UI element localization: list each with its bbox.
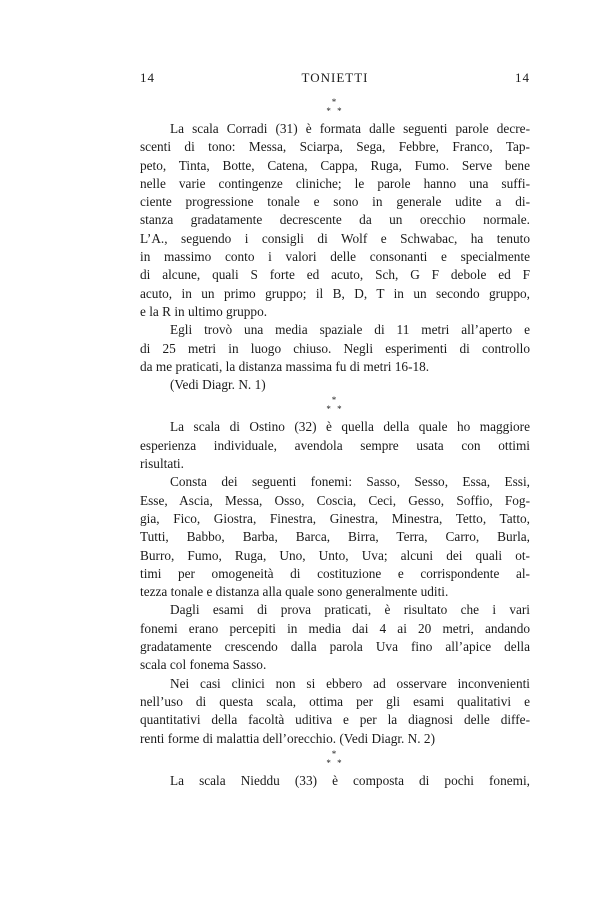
page-number-right: 14 [515,70,530,85]
page-number-left: 14 [140,70,155,85]
running-head [140,70,530,90]
running-title: TONIETTI [301,70,369,85]
diagram-reference-1: (Vedi Diagr. N. 1) [170,377,266,393]
paragraph-ostino-clinical: Nei casi clinici non si ebbero ad osservare inconvenienti nell’uso di questa scala, ottima per gli esami qualitativi e quantitativi della facoltà uditiva e per la diagnosi delle diffe- renti forme di malattia dell’orecchio. (Vedi Diagr. N. 2) [140,675,530,746]
paragraph-corradi-results: Egli trovò una media spaziale di 11 metri all’aperto e di 25 metri in luogo chiuso. Negli esperimenti di controllo da me praticati, la distanza massima fu di metri 16-18. (Vedi Diagr. N. 1) [140,321,530,394]
section-separator: * * * [326,97,344,116]
paragraph-ostino-phonemes: Consta dei seguenti fonemi: Sasso, Sesso, Essa, Essi, Esse, Ascia, Messa, Osso, Coscia, Ceci, Gesso, Soffio, Fog- gia, Fico, Giostra, Finestra, Ginestra, Minestra, Tetto, Tatto, Tutti, Babbo, Barba, Barca, Birra, Terra, Carro, Burla, Burro, Fumo, Ruga, Uno, Unto, Uva; alcuni dei quali ot- timi per omogeneità di costituzione e corrispondente al- tezza tonale e distanza alla quale sono generalmente uditi. [140,474,530,600]
section-separator: * * * [326,748,344,768]
body-text [140,96,530,790]
paragraph-nieddu: La scala Nieddu (33) è composta di pochi fonemi, [170,772,530,788]
paragraph-ostino-intro: La scala di Ostino (32) è quella della quale ho maggiore esperienza individuale, avendola sempre usata con ottimi risultati. [140,419,530,472]
paragraph-ostino-tests: Dagli esami di prova praticati, è risultato che i vari fonemi erano percepiti in media dai 4 ai 20 metri, andando gradatamente crescendo dalla parola Uva fino all’apice della scala col fonema Sasso. [140,602,530,673]
paragraph-corradi: La scala Corradi (31) è formata dalle seguenti parole decre- scenti di tono: Messa, Sciarpa, Sega, Febbre, Franco, Tap- peto, Tinta, Botte, Catena, Cappa, Ruga, Fumo. Serve bene nelle varie contingenze cliniche; le parole hanno una suffi- ciente progressione tonale e sono in generale udite a di- stanza gradatamente decrescente da un orecchio normale. L’A., seguendo i consigli di Wolf e Schwabac, ha tenuto in massimo conto i valori delle consonanti e specialmente di alcune, quali S forte ed acuto, Sch, G F debole ed F acuto, in un primo gruppo; il B, D, T in un secondo gruppo, e la R in ultimo gruppo. [140,121,530,319]
section-separator: * * * [326,395,344,415]
